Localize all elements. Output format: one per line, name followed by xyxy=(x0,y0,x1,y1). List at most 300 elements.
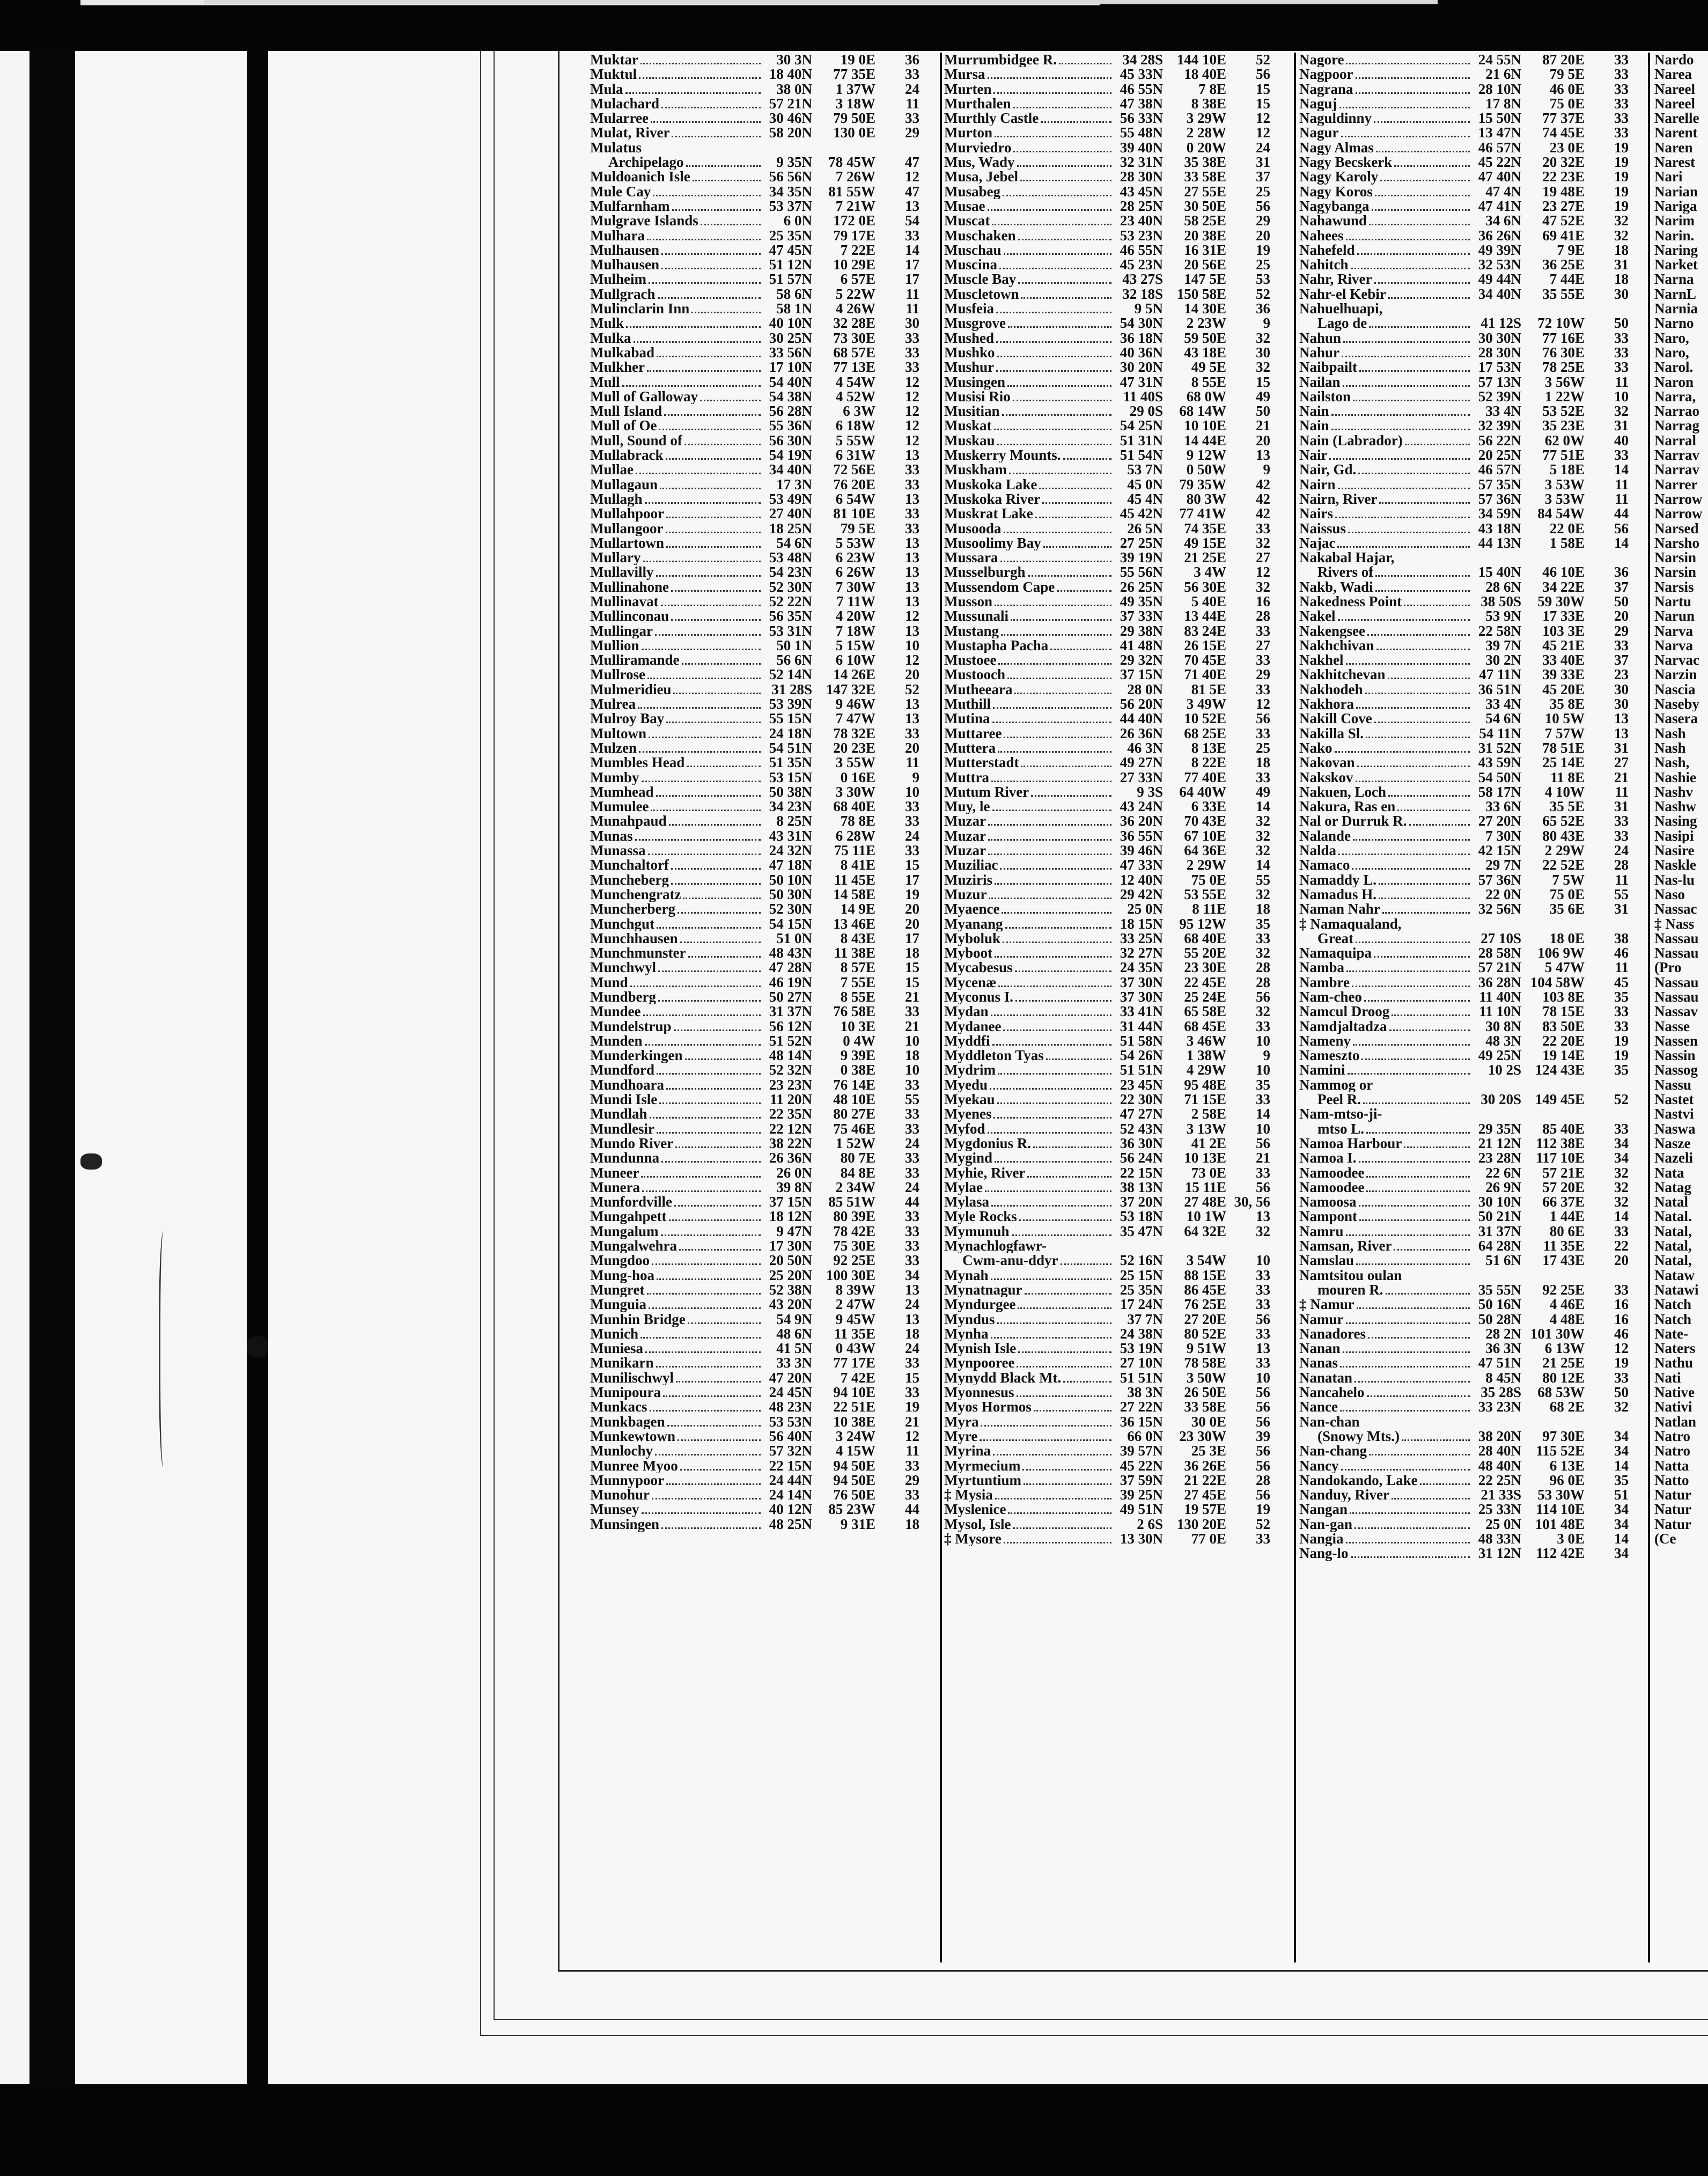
place-name: Narva xyxy=(1654,623,1693,638)
map-number: 33 xyxy=(1614,447,1629,464)
gazetteer-entry xyxy=(1654,1004,1708,1019)
dot-leader xyxy=(625,92,761,94)
dot-leader xyxy=(622,385,761,387)
dot-leader xyxy=(1368,1337,1470,1339)
dot-leader xyxy=(996,312,1111,313)
map-number: 55 xyxy=(1614,886,1629,902)
gazetteer-entry xyxy=(944,594,1273,609)
dot-leader xyxy=(685,1058,761,1060)
dot-leader xyxy=(1356,1263,1470,1265)
latitude: 22 6N xyxy=(1485,1164,1521,1181)
longitude: 3 53W xyxy=(1544,476,1585,492)
dot-leader xyxy=(995,1498,1111,1499)
map-number: 11 xyxy=(1615,373,1629,390)
place-name: Nairn xyxy=(1299,477,1336,492)
latitude: 22 15N xyxy=(769,1457,812,1474)
longitude: 7 55E xyxy=(840,974,875,990)
dot-leader xyxy=(988,1132,1112,1134)
latitude: 54 26N xyxy=(1120,1047,1163,1064)
gazetteer-entry xyxy=(1654,243,1708,258)
gazetteer-entry xyxy=(1654,1268,1708,1283)
place-name: Nagy Karoly xyxy=(1299,170,1379,185)
gazetteer-entry xyxy=(944,360,1273,374)
latitude: 17 53N xyxy=(1478,359,1521,376)
gazetteer-entry xyxy=(590,1048,923,1063)
place-name: Mullartown xyxy=(590,535,664,551)
map-number: 37 xyxy=(1614,578,1629,595)
longitude: 11 35E xyxy=(834,1325,875,1342)
latitude: 11 10N xyxy=(1479,1003,1521,1020)
gazetteer-entry xyxy=(590,711,923,726)
longitude: 78 8E xyxy=(840,813,875,829)
dot-leader xyxy=(1017,1366,1111,1368)
longitude: 21 25E xyxy=(1542,1355,1585,1371)
gazetteer-entry xyxy=(1299,67,1632,82)
map-number: 21 xyxy=(905,1413,919,1430)
gazetteer-entry xyxy=(944,506,1273,521)
place-name: Munchwyl xyxy=(590,960,657,975)
longitude: 11 8E xyxy=(1550,769,1585,785)
place-name: Muncheberg xyxy=(590,872,669,887)
dot-leader xyxy=(988,839,1111,841)
map-number: 13 xyxy=(1256,447,1270,464)
gazetteer-entry xyxy=(1654,829,1708,843)
place-name: Naron xyxy=(1654,374,1694,389)
longitude: 35 38E xyxy=(1184,154,1226,171)
place-name: Nam-cheo xyxy=(1299,990,1362,1005)
latitude: 22 0N xyxy=(1485,886,1521,902)
latitude: 34 6N xyxy=(1485,212,1521,229)
latitude: 28 30N xyxy=(1478,344,1521,361)
place-name: Nan-chan xyxy=(1299,1414,1360,1429)
dot-leader xyxy=(669,824,761,826)
gazetteer-entry xyxy=(1654,316,1708,330)
map-number: 19 xyxy=(1614,1047,1629,1064)
map-number: 20 xyxy=(1256,227,1270,244)
longitude: 1 38W xyxy=(1186,1047,1226,1064)
dot-leader xyxy=(638,707,761,709)
gazetteer-entry xyxy=(590,389,923,404)
longitude: 7 11W xyxy=(836,593,875,609)
place-name: Muskoka Lake xyxy=(944,477,1037,492)
place-name: Nakb, Wadi xyxy=(1299,579,1373,594)
gazetteer-entry xyxy=(590,1444,923,1458)
map-number: 25 xyxy=(1256,256,1270,273)
gazetteer-entry xyxy=(1654,550,1708,565)
gazetteer-entry xyxy=(590,814,923,828)
place-name: Munkewtown xyxy=(590,1429,676,1444)
place-name: Mylae xyxy=(944,1180,983,1195)
latitude: 17 10N xyxy=(769,359,812,376)
gazetteer-entry xyxy=(944,1356,1273,1370)
map-number: 35 xyxy=(1614,1472,1629,1488)
place-name: mtso L. xyxy=(1317,1121,1364,1136)
latitude: 52 32N xyxy=(769,1062,812,1078)
dot-leader xyxy=(1039,488,1111,489)
place-name: NarnL xyxy=(1654,286,1697,302)
dot-leader xyxy=(678,1439,761,1441)
longitude: 144 10E xyxy=(1176,53,1226,68)
dot-leader xyxy=(1346,239,1470,240)
longitude: 77 40E xyxy=(1184,769,1226,785)
place-name: Mydanee xyxy=(944,1019,1002,1034)
latitude: 13 47N xyxy=(1478,124,1521,141)
map-number: 33 xyxy=(905,1457,919,1474)
map-number: 33 xyxy=(905,1076,919,1093)
place-name: Namaquipa xyxy=(1299,946,1372,961)
map-number: 14 xyxy=(905,241,919,258)
dot-leader xyxy=(1394,165,1470,167)
gazetteer-entry xyxy=(1654,506,1708,521)
latitude: 52 38N xyxy=(769,1281,812,1298)
dot-leader xyxy=(1015,1000,1111,1002)
longitude: 3 30W xyxy=(835,783,875,800)
latitude: 48 43N xyxy=(769,945,812,961)
dot-leader xyxy=(642,1190,761,1192)
place-name: Nasse xyxy=(1654,1019,1690,1034)
longitude: 35 8E xyxy=(1549,696,1585,712)
longitude: 10 10E xyxy=(1184,417,1226,434)
gazetteer-entry xyxy=(944,1312,1273,1327)
latitude: 37 33N xyxy=(1120,608,1163,624)
gazetteer-entry xyxy=(590,506,923,521)
place-name: Nastet xyxy=(1654,1092,1694,1107)
longitude: 7 57W xyxy=(1544,725,1585,741)
dot-leader xyxy=(988,854,1111,855)
place-name: Myaence xyxy=(944,902,1000,917)
map-number: 15 xyxy=(1256,80,1270,97)
gazetteer-entry xyxy=(1299,258,1632,272)
latitude: 45 42N xyxy=(1120,505,1163,522)
place-name: Nahitch xyxy=(1299,258,1349,273)
map-number: 10 xyxy=(1256,1369,1270,1386)
dot-leader xyxy=(1003,195,1111,196)
gazetteer-entry xyxy=(1299,287,1632,302)
longitude: 83 50E xyxy=(1542,1018,1585,1034)
longitude: 5 40E xyxy=(1191,593,1226,609)
gazetteer-entry xyxy=(944,580,1273,594)
longitude: 124 43E xyxy=(1535,1062,1585,1078)
place-name: Nardo xyxy=(1654,53,1694,68)
dot-leader xyxy=(701,224,761,225)
gazetteer-entry xyxy=(944,155,1273,170)
longitude: 36 25E xyxy=(1542,256,1585,273)
gazetteer-entry xyxy=(1299,126,1632,140)
latitude: 33 4N xyxy=(1485,403,1521,420)
place-name: Mymunuh xyxy=(944,1224,1010,1239)
map-number: 52 xyxy=(905,681,919,697)
latitude: 30 20S xyxy=(1481,1091,1521,1108)
longitude: 47 52E xyxy=(1542,212,1585,229)
dot-leader xyxy=(981,1425,1111,1427)
gazetteer-entry xyxy=(944,82,1273,97)
longitude: 103 8E xyxy=(1542,989,1585,1005)
gazetteer-entry xyxy=(590,785,923,799)
map-number: 10 xyxy=(1256,1062,1270,1078)
gazetteer-entry xyxy=(590,433,923,448)
place-name: Nairn, River xyxy=(1299,491,1378,507)
place-name: Munera xyxy=(590,1180,640,1195)
longitude: 150 58E xyxy=(1176,285,1226,302)
latitude: 40 12N xyxy=(769,1501,812,1518)
gazetteer-entry xyxy=(590,1459,923,1473)
dot-leader xyxy=(1405,444,1470,445)
gazetteer-entry xyxy=(1654,594,1708,609)
map-number: 36 xyxy=(905,53,919,68)
longitude: 23 0E xyxy=(1549,139,1585,156)
place-name: Mundhoara xyxy=(590,1077,665,1093)
longitude: 5 18E xyxy=(1549,461,1585,478)
place-name: Muscle Bay xyxy=(944,272,1017,287)
place-name: Nagy Becskerk xyxy=(1299,155,1393,170)
place-name: Nakuen, Loch xyxy=(1299,784,1387,800)
gazetteer-entry xyxy=(1654,126,1708,140)
longitude: 149 45E xyxy=(1535,1091,1585,1108)
gazetteer-entry xyxy=(590,287,923,302)
place-name: Natro xyxy=(1654,1444,1690,1459)
longitude: 13 44E xyxy=(1184,608,1226,624)
map-number: 33 xyxy=(1614,813,1629,829)
gazetteer-entry xyxy=(1654,360,1708,374)
place-name: Nanas xyxy=(1299,1356,1338,1371)
dot-leader xyxy=(985,1190,1111,1192)
gazetteer-entry xyxy=(944,97,1273,111)
place-name: Nairs xyxy=(1299,506,1333,521)
place-name: Nakhel xyxy=(1299,653,1344,668)
longitude: 84 8E xyxy=(840,1164,875,1181)
map-number: 50 xyxy=(1614,593,1629,609)
longitude: 46 10E xyxy=(1542,564,1585,580)
place-name: Nako xyxy=(1299,740,1332,756)
place-name: Mussendom Cape xyxy=(944,579,1055,594)
gazetteer-entry xyxy=(1299,624,1632,638)
gazetteer-entry xyxy=(944,697,1273,711)
latitude: 47 41N xyxy=(1478,197,1521,214)
latitude: 47 27N xyxy=(1120,1106,1163,1122)
place-name: Mungahpett xyxy=(590,1209,667,1224)
dot-leader xyxy=(1331,414,1470,416)
gazetteer-entry xyxy=(944,799,1273,814)
map-number: 33 xyxy=(1256,681,1270,697)
gazetteer-entry xyxy=(590,199,923,214)
dot-leader xyxy=(1346,971,1470,972)
latitude: 26 9N xyxy=(1485,1179,1521,1195)
dot-leader xyxy=(990,1088,1111,1090)
map-number: 56 xyxy=(1256,66,1270,83)
place-name: Narket xyxy=(1654,258,1698,273)
latitude: 31 44N xyxy=(1120,1018,1163,1034)
dot-leader xyxy=(1061,1263,1111,1265)
gazetteer-entry xyxy=(590,272,923,286)
dot-leader xyxy=(1374,956,1470,958)
place-name: Mullinahone xyxy=(590,579,669,594)
place-name: Mungret xyxy=(590,1282,645,1298)
gazetteer-entry xyxy=(1654,667,1708,682)
latitude: 54 25N xyxy=(1120,417,1163,434)
latitude: 50 1N xyxy=(776,637,812,653)
map-number: 20 xyxy=(1256,432,1270,449)
latitude: 57 36N xyxy=(1478,871,1521,888)
latitude: 37 15N xyxy=(1120,666,1163,683)
longitude: 6 18W xyxy=(835,417,875,434)
dot-leader xyxy=(1018,239,1111,240)
place-name: Mullangoor xyxy=(590,521,664,536)
latitude: 56 30N xyxy=(769,432,812,449)
latitude: 22 30N xyxy=(1120,1091,1163,1108)
dot-leader xyxy=(1021,766,1111,767)
gazetteer-entry xyxy=(1299,477,1632,492)
place-name: Nan-chang xyxy=(1299,1444,1367,1459)
longitude: 100 30E xyxy=(826,1267,875,1283)
latitude: 56 6N xyxy=(776,652,812,668)
dot-leader xyxy=(1346,1234,1470,1236)
gazetteer-entry xyxy=(944,858,1273,872)
place-name: Naissus xyxy=(1299,521,1346,536)
place-name: Musa, Jebel xyxy=(944,170,1018,185)
latitude: 21 6N xyxy=(1485,66,1521,83)
place-name: Munipoura xyxy=(590,1385,661,1400)
latitude: 52 14N xyxy=(769,666,812,683)
dot-leader xyxy=(656,795,761,797)
dot-leader xyxy=(1343,1351,1470,1353)
map-number: 17 xyxy=(905,930,919,946)
place-name: Mullahpoor xyxy=(590,506,665,521)
latitude: 56 20N xyxy=(1120,696,1163,712)
longitude: 22 0E xyxy=(1549,520,1585,536)
place-name: Mulkabad xyxy=(590,345,655,361)
latitude: 22 35N xyxy=(769,1106,812,1122)
latitude: 51 57N xyxy=(769,271,812,288)
place-name: Naguj xyxy=(1299,96,1337,112)
latitude: 28 58N xyxy=(1478,945,1521,961)
latitude: 56 56N xyxy=(769,168,812,185)
dot-leader xyxy=(1013,400,1111,401)
longitude: 0 16E xyxy=(840,769,875,785)
latitude: 32 56N xyxy=(1478,901,1521,917)
latitude: 29 42N xyxy=(1120,886,1163,902)
gazetteer-entry xyxy=(590,170,923,184)
latitude: 48 14N xyxy=(769,1047,812,1064)
dot-leader xyxy=(626,326,761,328)
map-number: 33 xyxy=(1614,637,1629,653)
latitude: 11 40N xyxy=(1479,989,1521,1005)
longitude: 3 24W xyxy=(835,1428,875,1444)
place-name: Nassau xyxy=(1654,931,1699,946)
dot-leader xyxy=(1339,107,1470,108)
longitude: 68 53W xyxy=(1537,1384,1585,1401)
map-number: 44 xyxy=(905,1194,919,1210)
gazetteer-entry xyxy=(944,1224,1273,1239)
latitude: 34 40N xyxy=(1478,285,1521,302)
page-crease xyxy=(159,1231,170,1467)
longitude: 92 25E xyxy=(1542,1281,1585,1298)
map-number: 19 xyxy=(905,886,919,902)
dot-leader xyxy=(1003,942,1111,943)
gazetteer-entry xyxy=(590,1400,923,1414)
map-number: 42 xyxy=(1256,490,1270,507)
gazetteer-entry xyxy=(1654,404,1708,418)
latitude: 50 10N xyxy=(769,871,812,888)
latitude: 6 0N xyxy=(783,212,812,229)
place-name: Myrmecium xyxy=(944,1458,1021,1473)
dot-leader xyxy=(1043,546,1111,548)
dot-leader xyxy=(1376,649,1470,650)
longitude: 79 35W xyxy=(1179,476,1226,492)
place-name: Narsed xyxy=(1654,521,1699,536)
gazetteer-entry xyxy=(590,492,923,506)
map-number: 11 xyxy=(905,1443,919,1459)
map-number: 15 xyxy=(1256,373,1270,390)
dot-leader xyxy=(1352,986,1470,987)
gazetteer-entry xyxy=(590,638,923,653)
map-number: 28 xyxy=(1256,608,1270,624)
place-name: Narrav xyxy=(1654,462,1699,477)
map-number: 32 xyxy=(1614,1194,1629,1210)
place-name: Nahun xyxy=(1299,330,1342,345)
place-name: Nair xyxy=(1299,448,1328,463)
gazetteer-entry xyxy=(1299,1048,1632,1063)
dot-leader xyxy=(1013,151,1111,152)
map-number: 33 xyxy=(905,842,919,859)
latitude: 38 3N xyxy=(1127,1384,1163,1401)
gazetteer-entry xyxy=(1654,492,1708,506)
gazetteer-entry xyxy=(1654,1385,1708,1400)
gazetteer-entry xyxy=(944,1166,1273,1180)
place-name: Nakovan xyxy=(1299,755,1355,770)
map-number: 56 xyxy=(1256,1179,1270,1195)
longitude: 94 10E xyxy=(833,1384,875,1401)
map-number: 32 xyxy=(1256,329,1270,346)
map-number: 30 xyxy=(1614,681,1629,697)
place-name: Mycabesus xyxy=(944,960,1013,975)
longitude: 53 30W xyxy=(1537,1487,1585,1503)
longitude: 3 56W xyxy=(1544,373,1585,390)
place-name: Narva xyxy=(1654,638,1693,653)
map-number: 33 xyxy=(1614,53,1629,68)
gazetteer-entry xyxy=(1299,1473,1632,1488)
map-number: 14 xyxy=(1614,1208,1629,1225)
gazetteer-entry xyxy=(944,1136,1273,1151)
latitude: 26 36N xyxy=(769,1150,812,1166)
gazetteer-entry xyxy=(1299,1356,1632,1370)
longitude: 4 29W xyxy=(1186,1062,1226,1078)
dot-leader xyxy=(687,766,761,767)
dot-leader xyxy=(661,253,761,255)
gazetteer-entry xyxy=(1299,1239,1632,1253)
gazetteer-entry xyxy=(1299,433,1632,448)
dot-leader xyxy=(659,1102,761,1104)
longitude: 76 50E xyxy=(833,1487,875,1503)
latitude: 27 25N xyxy=(1120,534,1163,551)
place-name: Muskham xyxy=(944,462,1007,477)
map-number: 44 xyxy=(905,1501,919,1518)
place-name: Nagy Almas xyxy=(1299,140,1374,156)
dot-leader xyxy=(649,737,761,738)
map-number: 34 xyxy=(1614,1545,1629,1562)
map-number: 33 xyxy=(1614,359,1629,376)
dot-leader xyxy=(645,1044,761,1046)
dot-leader xyxy=(1007,385,1111,387)
gazetteer-entry xyxy=(944,1122,1273,1136)
dot-leader xyxy=(980,1439,1111,1441)
place-name: Namini xyxy=(1299,1063,1345,1078)
gazetteer-entry xyxy=(590,1092,923,1107)
place-name: Nasze xyxy=(1654,1136,1691,1151)
longitude: 112 38E xyxy=(1536,1135,1585,1151)
latitude: 50 21N xyxy=(1478,1208,1521,1225)
latitude: 43 27S xyxy=(1122,271,1163,288)
place-name: Muniesa xyxy=(590,1341,644,1356)
